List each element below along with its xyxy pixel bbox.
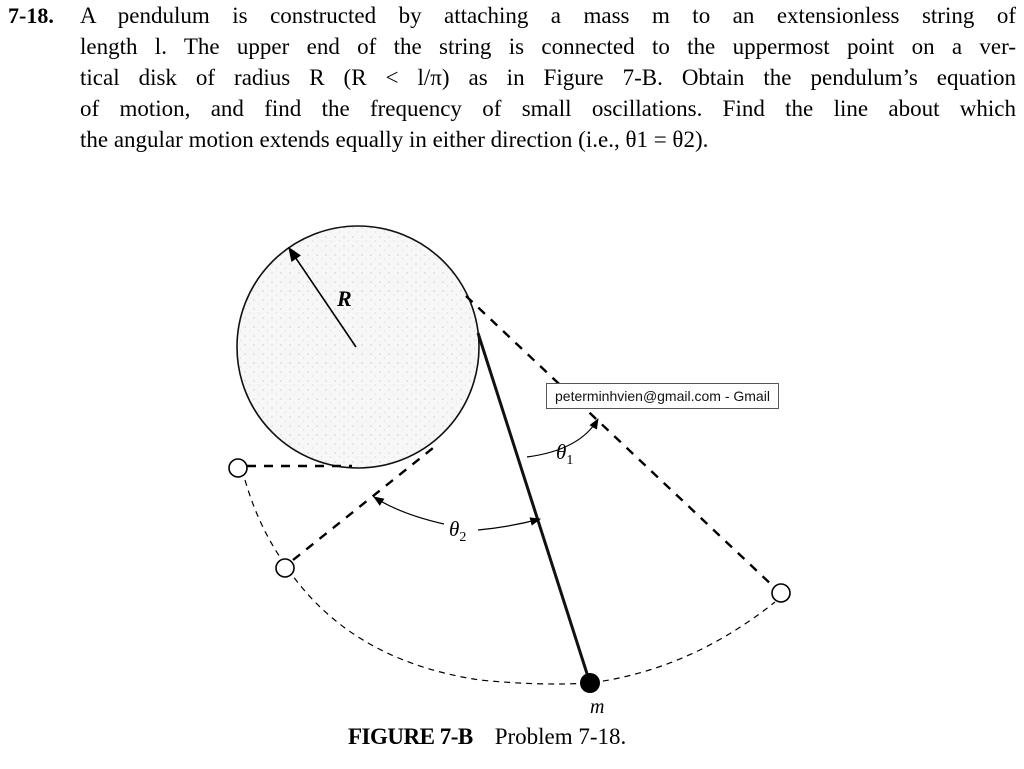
theta2-angle-arrow-right <box>478 519 540 530</box>
swing-arc <box>245 480 775 684</box>
problem-line-3: tical disk of radius R (R < l/π) as in Figure 7-B. Obtain the pendulum’s equation <box>80 65 1016 90</box>
mass-label: m <box>590 696 605 718</box>
mass-bob <box>580 673 600 693</box>
figure-caption <box>348 724 626 750</box>
gmail-tooltip: peterminhvien@gmail.com - Gmail <box>546 383 779 409</box>
bob-left-slanted <box>276 559 294 577</box>
theta2-label: $\theta_2$ <box>449 517 467 545</box>
problem-line-2: length l. The upper end of the string is connected to the uppermost point on a ver- <box>80 34 1016 59</box>
theta2-angle-arrow-left <box>374 497 444 524</box>
caption-label: FIGURE 7-B <box>348 724 473 749</box>
bob-right <box>772 584 790 602</box>
disk <box>237 226 479 468</box>
problem-line-1: A pendulum is constructed by attaching a mass m to an extensionless string of <box>80 3 1016 28</box>
problem-line-4: of motion, and find the frequency of small oscillations. Find the line about which <box>80 96 1016 121</box>
problem-line-5: the angular motion extends equally in either direction (i.e., θ1 = θ2). <box>80 127 709 152</box>
radius-label: R <box>337 286 352 311</box>
theta1-label: $\theta_1$ <box>556 440 574 468</box>
problem-number: 7-18. <box>8 3 54 28</box>
bob-left-horizontal <box>229 459 247 477</box>
caption-text: Problem 7-18. <box>494 724 627 749</box>
